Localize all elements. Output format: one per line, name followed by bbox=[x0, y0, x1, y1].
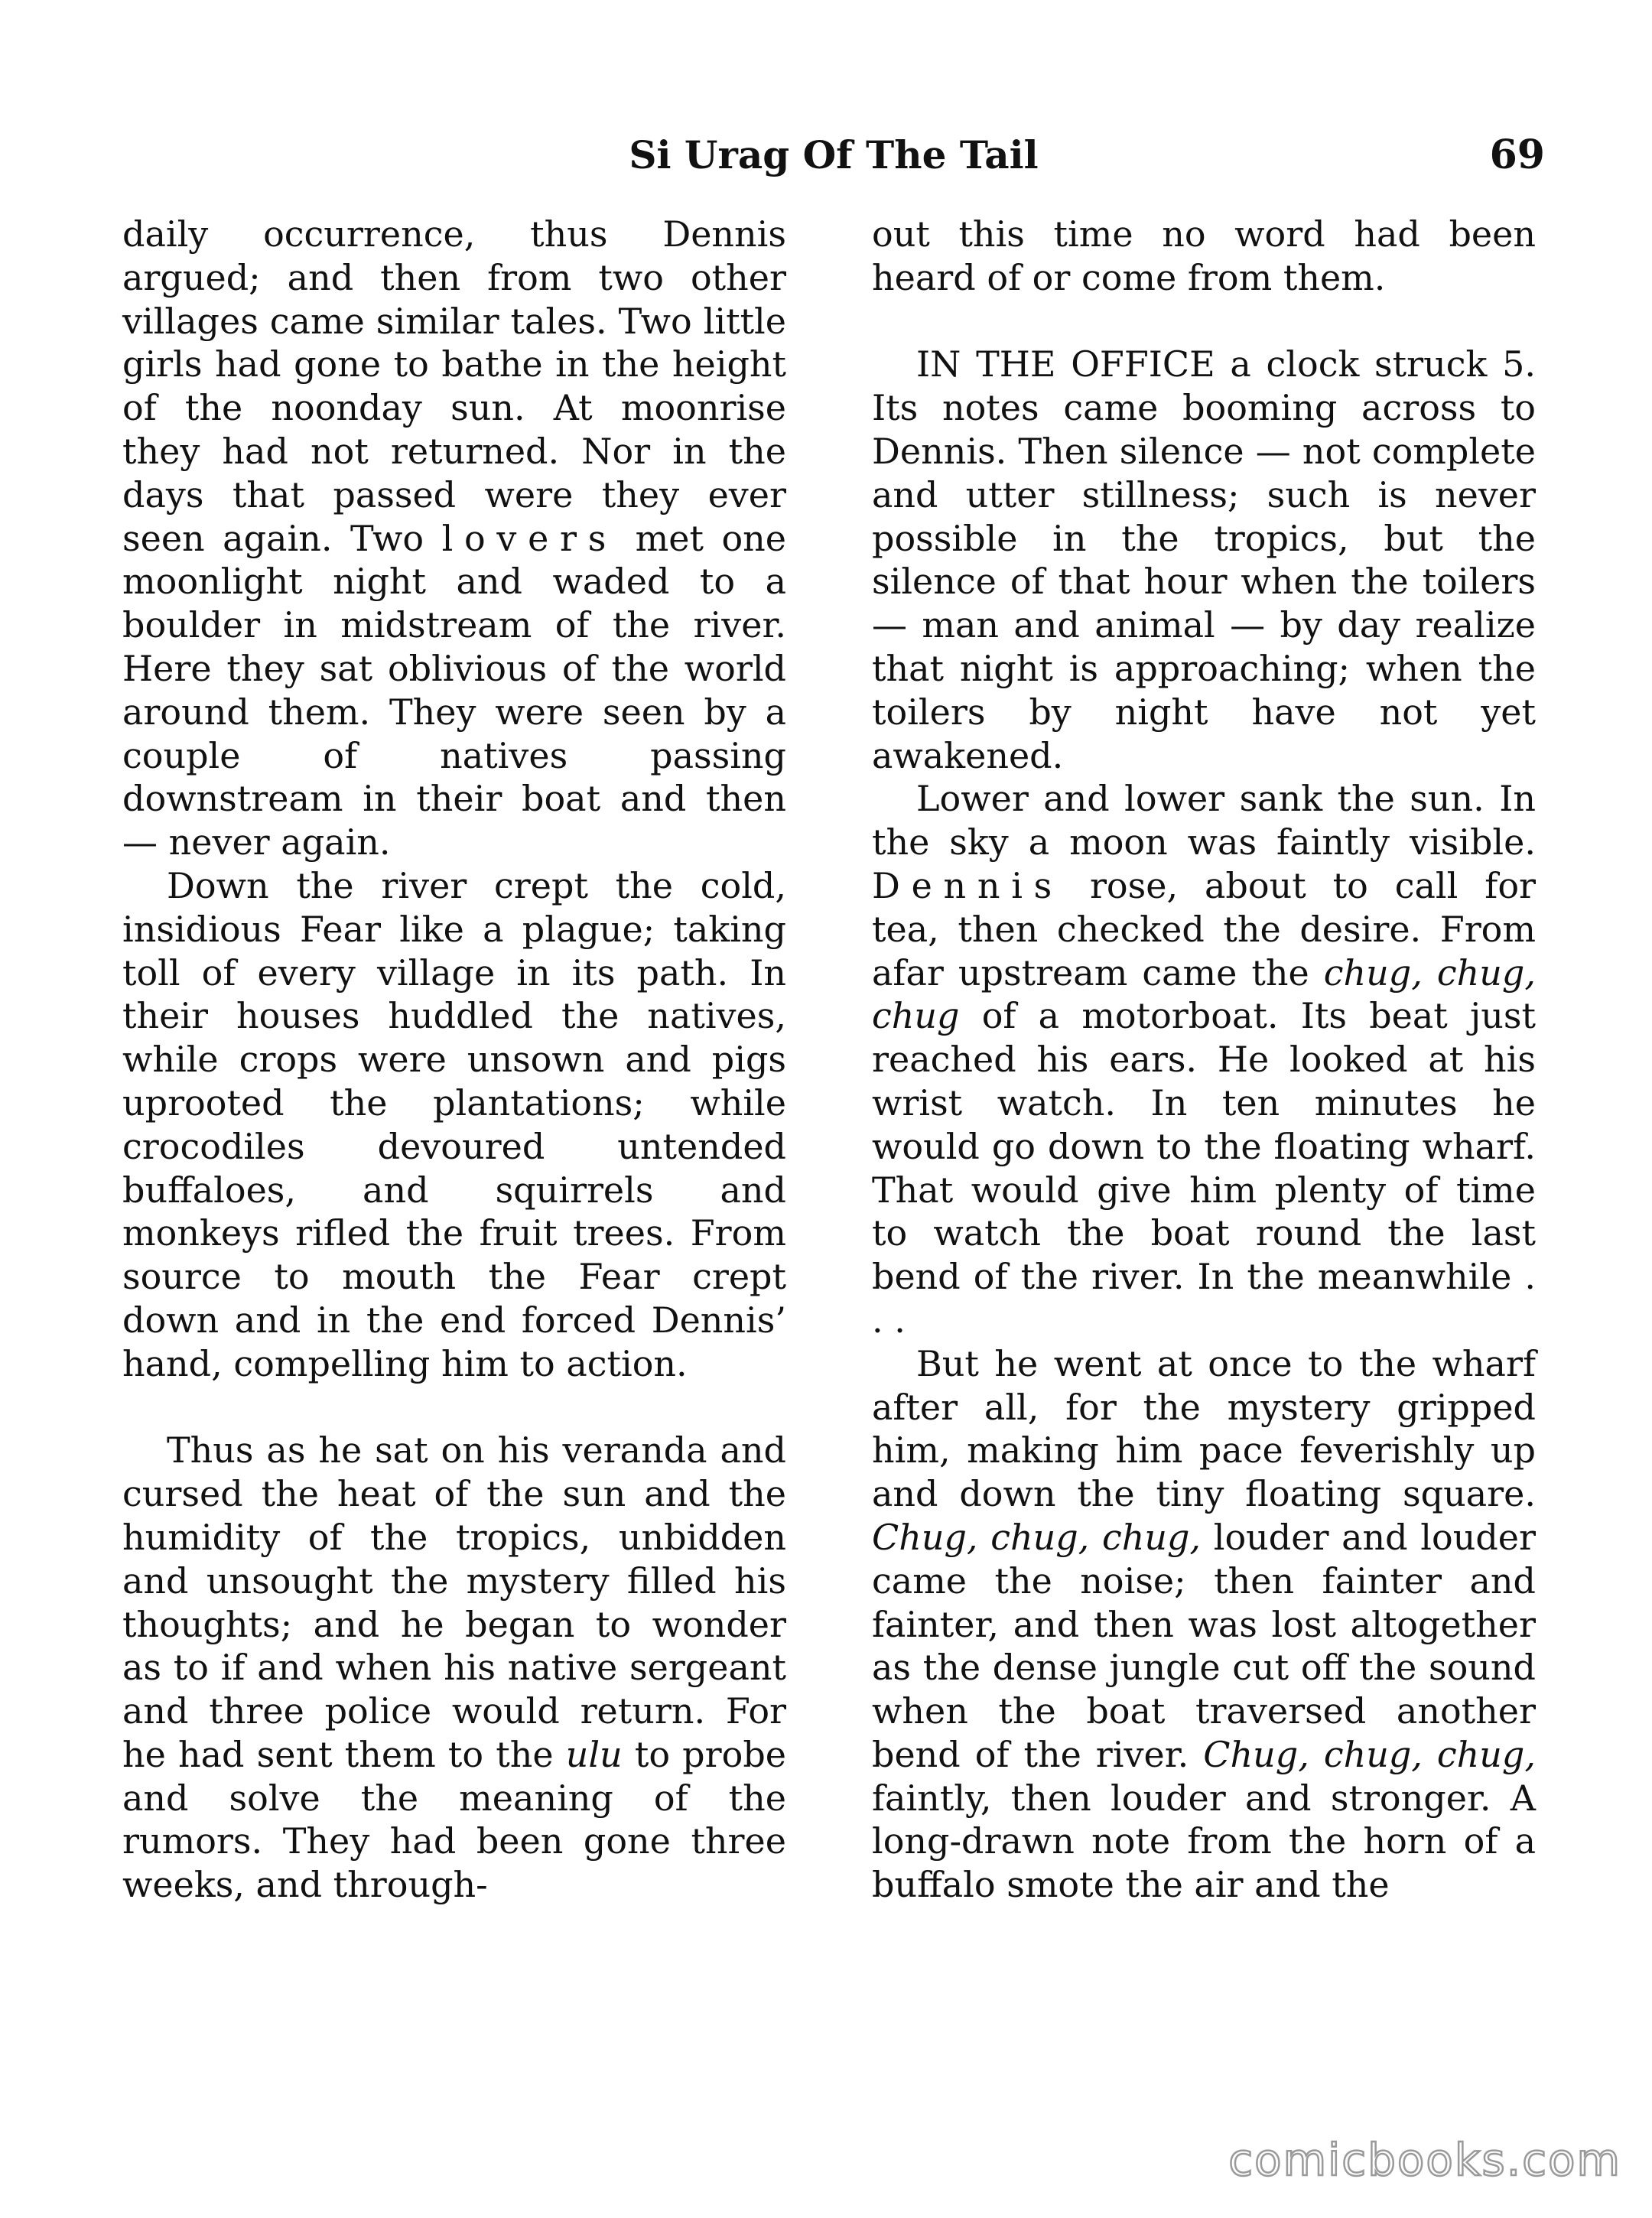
paragraph-continued: out this time no word had been heard of or come from them. bbox=[872, 213, 1536, 298]
italic-phrase: chug, chug, chug bbox=[872, 951, 1536, 1037]
text-run: met one moonlight night and waded to a boulder in midstream of the river. Here they sat oblivious of the world around them. They were seen by a couple of natives passing downstream in their boat and then — never again. bbox=[122, 517, 786, 863]
text-run: daily occurrence, thus Dennis argued; and then from two other villages came similar tales. Two little girls had gone to bathe in the height of the noonday sun. At moonrise they had not returned. Nor in the days that passed were they ever seen again. Two bbox=[122, 213, 786, 559]
text-run: faintly, then louder and stronger. A long-drawn note from the horn of a buffalo smote the air and the bbox=[872, 1777, 1536, 1906]
paragraph bbox=[872, 777, 1536, 1342]
left-column bbox=[122, 213, 786, 1907]
italic-word: ulu bbox=[565, 1733, 623, 1775]
paragraph bbox=[872, 1342, 1536, 1907]
right-column bbox=[872, 213, 1536, 1907]
text-run: of a motorboat. Its beat just reached his ears. He looked at his wrist watch. In ten minutes he would go down to the floating wharf. That would give him plenty of time to watch the boat round the last bend of the river. In the meanwhile . . . bbox=[872, 995, 1536, 1341]
text-run: But he went at once to the wharf after all, for the mystery gripped him, making him pace feverishly up and down the tiny floating square. bbox=[872, 1342, 1536, 1515]
paragraph: Down the river crept the cold, insidious Fear like a plague; taking toll of every village in its path. In their houses huddled the natives, while crops were unsown and pigs uprooted the plantations; while crocodiles devoured untended buffaloes, and squirrels and monkeys rifled the fruit trees. From source to mouth the Fear crept down and in the end forced Dennis’ hand, compelling him to action. bbox=[122, 864, 786, 1384]
text-run: to probe and solve the meaning of the rumors. They had been gone three weeks, and through- bbox=[122, 1733, 786, 1906]
page-number: 69 bbox=[1489, 132, 1545, 178]
paragraph-section-start: IN THE OFFICE a clock struck 5. Its notes came booming across to Dennis. Then silence — not complete and utter stillness; such is never possible in the tropics, but the silence of that hour when the toilers — man and animal — by day realize that night is approaching; when the toilers by night have not yet awakened. bbox=[872, 343, 1536, 776]
watermark: comicbooks.com bbox=[1228, 2134, 1621, 2186]
italic-phrase: Chug, chug, chug, bbox=[1203, 1733, 1536, 1775]
text-run: Lower and lower sank the sun. In the sky a moon was faintly visible. bbox=[872, 778, 1536, 863]
page-header bbox=[122, 128, 1545, 190]
paragraph-section-start bbox=[122, 1429, 786, 1907]
running-title: Si Urag Of The Tail bbox=[629, 132, 1039, 177]
text-run: Thus as he sat on his veranda and cursed the heat of the sun and the humidity of the tropics, unbidden and unsought the mystery filled his thoughts; and he began to wonder as to if and when his native sergeant and three police would return. For he had sent them to the bbox=[122, 1429, 786, 1775]
paragraph-continued bbox=[122, 213, 786, 864]
letterspaced-word: lovers bbox=[441, 517, 618, 559]
letterspaced-word: Dennis bbox=[872, 864, 1063, 906]
italic-phrase: Chug, chug, chug, bbox=[872, 1516, 1202, 1558]
text-run: louder and louder came the noise; then fainter and fainter, and then was lost altogether as the dense jungle cut off the sound when the boat traversed another bend of the river. bbox=[872, 1516, 1536, 1775]
text-run: rose, about to call for tea, then checked the desire. From afar upstream came the bbox=[872, 864, 1536, 994]
